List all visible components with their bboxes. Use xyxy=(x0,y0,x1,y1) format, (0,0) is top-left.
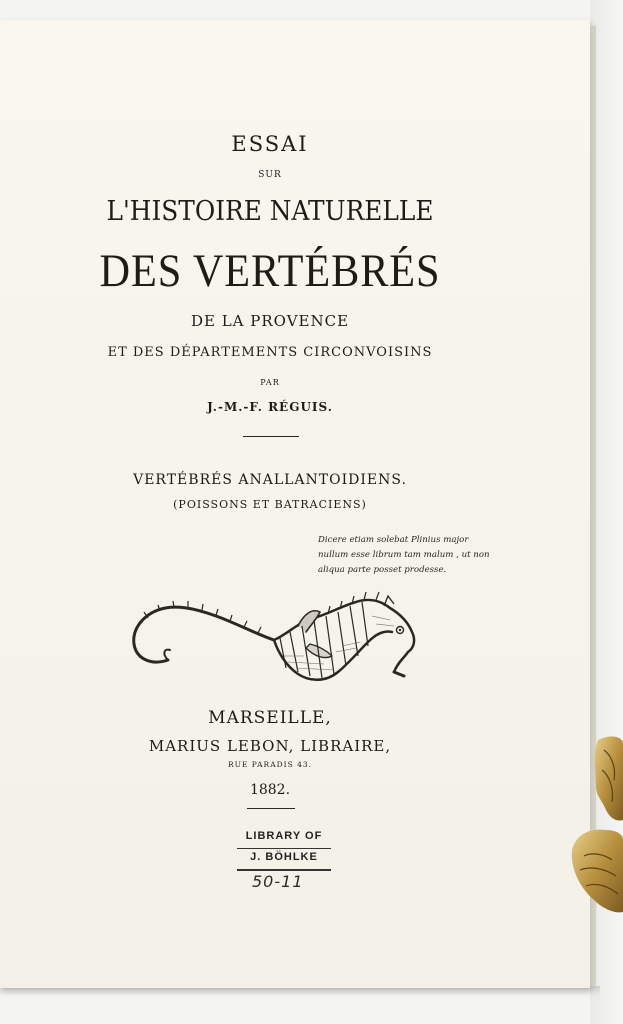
subtitle-parenthetical: (POISSONS ET BATRACIENS) xyxy=(173,498,367,511)
handwritten-shelfmark: 50-11 xyxy=(252,872,304,891)
publication-year: 1882. xyxy=(249,782,291,798)
title-sur: SUR xyxy=(258,170,282,180)
brass-bookend xyxy=(566,730,623,930)
title-histoire-naturelle: L'HISTOIRE NATURELLE xyxy=(106,196,434,227)
library-stamp-line-2: J. BÖHLKE xyxy=(250,851,318,863)
author-name: J.-M.-F. RÉGUIS. xyxy=(207,400,333,414)
title-provence: DE LA PROVENCE xyxy=(190,312,350,330)
year-rule xyxy=(247,808,295,809)
stamp-rule xyxy=(237,848,331,849)
epigraph-line-3: aliqua parte posset prodesse. xyxy=(318,565,447,575)
title-essai: ESSAI xyxy=(231,132,309,156)
publisher-name: MARIUS LEBON, LIBRAIRE, xyxy=(148,737,392,755)
title-des-vertebres: DES VERTÉBRÉS xyxy=(99,245,441,297)
epigraph-line-2: nullum esse librum tam malum , ut non xyxy=(318,550,490,560)
library-stamp-line-1: LIBRARY OF xyxy=(245,830,323,842)
divider-rule xyxy=(243,436,299,437)
publisher-city: MARSEILLE, xyxy=(208,708,332,728)
title-departements: ET DES DÉPARTEMENTS CIRCONVOISINS xyxy=(107,345,433,360)
stamp-rule-bottom xyxy=(237,869,331,871)
seahorse-illustration xyxy=(128,586,420,690)
subtitle: VERTÉBRÉS ANALLANTOIDIENS. xyxy=(133,472,407,488)
publisher-address: RUE PARADIS 43. xyxy=(227,760,313,769)
title-par: PAR xyxy=(260,378,280,387)
epigraph-line-1: Dicere etiam solebat Plinius major xyxy=(318,535,469,545)
